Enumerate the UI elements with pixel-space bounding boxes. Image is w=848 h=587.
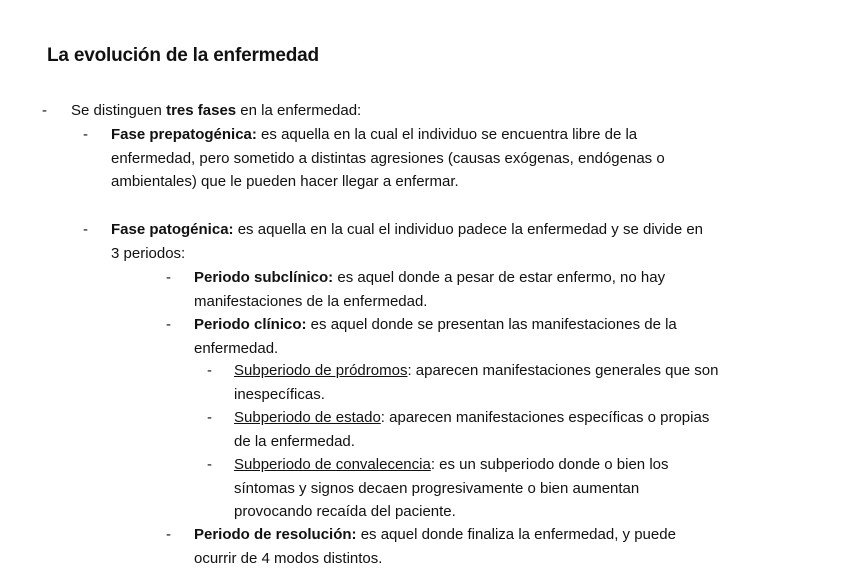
text-line: ocurrir de 4 modos distintos.	[194, 549, 383, 567]
text-line	[234, 359, 719, 383]
term-subperiodo-convalecencia: Subperiodo de convalecencia	[234, 456, 431, 473]
bullet-dash: -	[207, 409, 212, 426]
list-item-subperiodo-prodromos	[234, 359, 719, 406]
bullet-dash: -	[166, 526, 171, 543]
text-line	[111, 218, 703, 242]
text-line	[234, 406, 709, 430]
bullet-dash: -	[166, 269, 171, 286]
text-line	[194, 523, 676, 547]
list-item-subperiodo-convalecencia	[234, 453, 669, 524]
bullet-dash: -	[42, 102, 47, 119]
list-item-periodo-clinico	[194, 313, 677, 360]
page-title: La evolución de la enfermedad	[47, 45, 319, 66]
text-line	[194, 313, 677, 337]
text-line: inespecíficas.	[234, 385, 325, 403]
text-fragment: : es un subperiodo donde o bien los	[430, 456, 669, 473]
text-line: ambientales) que le pueden hacer llegar a enfermar.	[111, 173, 459, 190]
text-line: síntomas y signos decaen progresivamente o bien aumentan	[234, 479, 640, 497]
bullet-dash: -	[166, 316, 171, 333]
list-item-fase-prepatogenica	[111, 123, 665, 194]
term-periodo-resolucion: Periodo de resolución:	[194, 526, 357, 543]
term-subperiodo-estado: Subperiodo de estado	[234, 409, 381, 426]
intro-line	[71, 99, 361, 123]
bullet-dash: -	[83, 126, 88, 143]
text-line: 3 periodos:	[111, 244, 186, 262]
text-fragment: : aparecen manifestaciones específicas o propias	[380, 409, 710, 426]
text-fragment: : aparecen manifestaciones generales que son	[407, 362, 719, 379]
list-item-subperiodo-estado	[234, 406, 709, 453]
text-line	[234, 453, 669, 477]
intro-paragraph	[71, 99, 361, 123]
text-fragment: es aquel donde finaliza la enfermedad, y puede	[356, 526, 676, 543]
text-line	[111, 123, 665, 147]
text-fragment: es aquel donde se presentan las manifestaciones de la	[306, 316, 677, 333]
term-periodo-subclinico: Periodo subclínico:	[194, 269, 334, 286]
text-line	[194, 266, 665, 290]
bullet-dash: -	[207, 456, 212, 473]
bullet-dash: -	[207, 362, 212, 379]
text-line: enfermedad.	[194, 339, 279, 357]
text-line: de la enfermedad.	[234, 432, 355, 450]
term-periodo-clinico: Periodo clínico:	[194, 316, 307, 333]
intro-text-post: en la enfermedad:	[236, 102, 362, 119]
text-line: enfermedad, pero sometido a distintas agresiones (causas exógenas, endógenas o	[111, 149, 665, 167]
term-fase-prepatogenica: Fase prepatogénica:	[111, 126, 257, 143]
list-item-periodo-subclinico	[194, 266, 665, 313]
text-fragment: es aquella en la cual el individuo padece la enfermedad y se divide en	[233, 221, 704, 238]
bullet-dash: -	[83, 221, 88, 238]
text-fragment: es aquel donde a pesar de estar enfermo, no hay	[333, 269, 666, 286]
intro-text-pre: Se distinguen	[71, 102, 167, 119]
term-subperiodo-prodromos: Subperiodo de pródromos	[234, 362, 408, 379]
list-item-periodo-resolucion	[194, 523, 676, 570]
text-fragment: es aquella en la cual el individuo se encuentra libre de la	[256, 126, 638, 143]
list-item-fase-patogenica	[111, 218, 703, 265]
text-line: provocando recaída del paciente.	[234, 503, 456, 520]
intro-text-bold: tres fases	[166, 102, 237, 119]
term-fase-patogenica: Fase patogénica:	[111, 221, 234, 238]
text-line: manifestaciones de la enfermedad.	[194, 292, 428, 310]
